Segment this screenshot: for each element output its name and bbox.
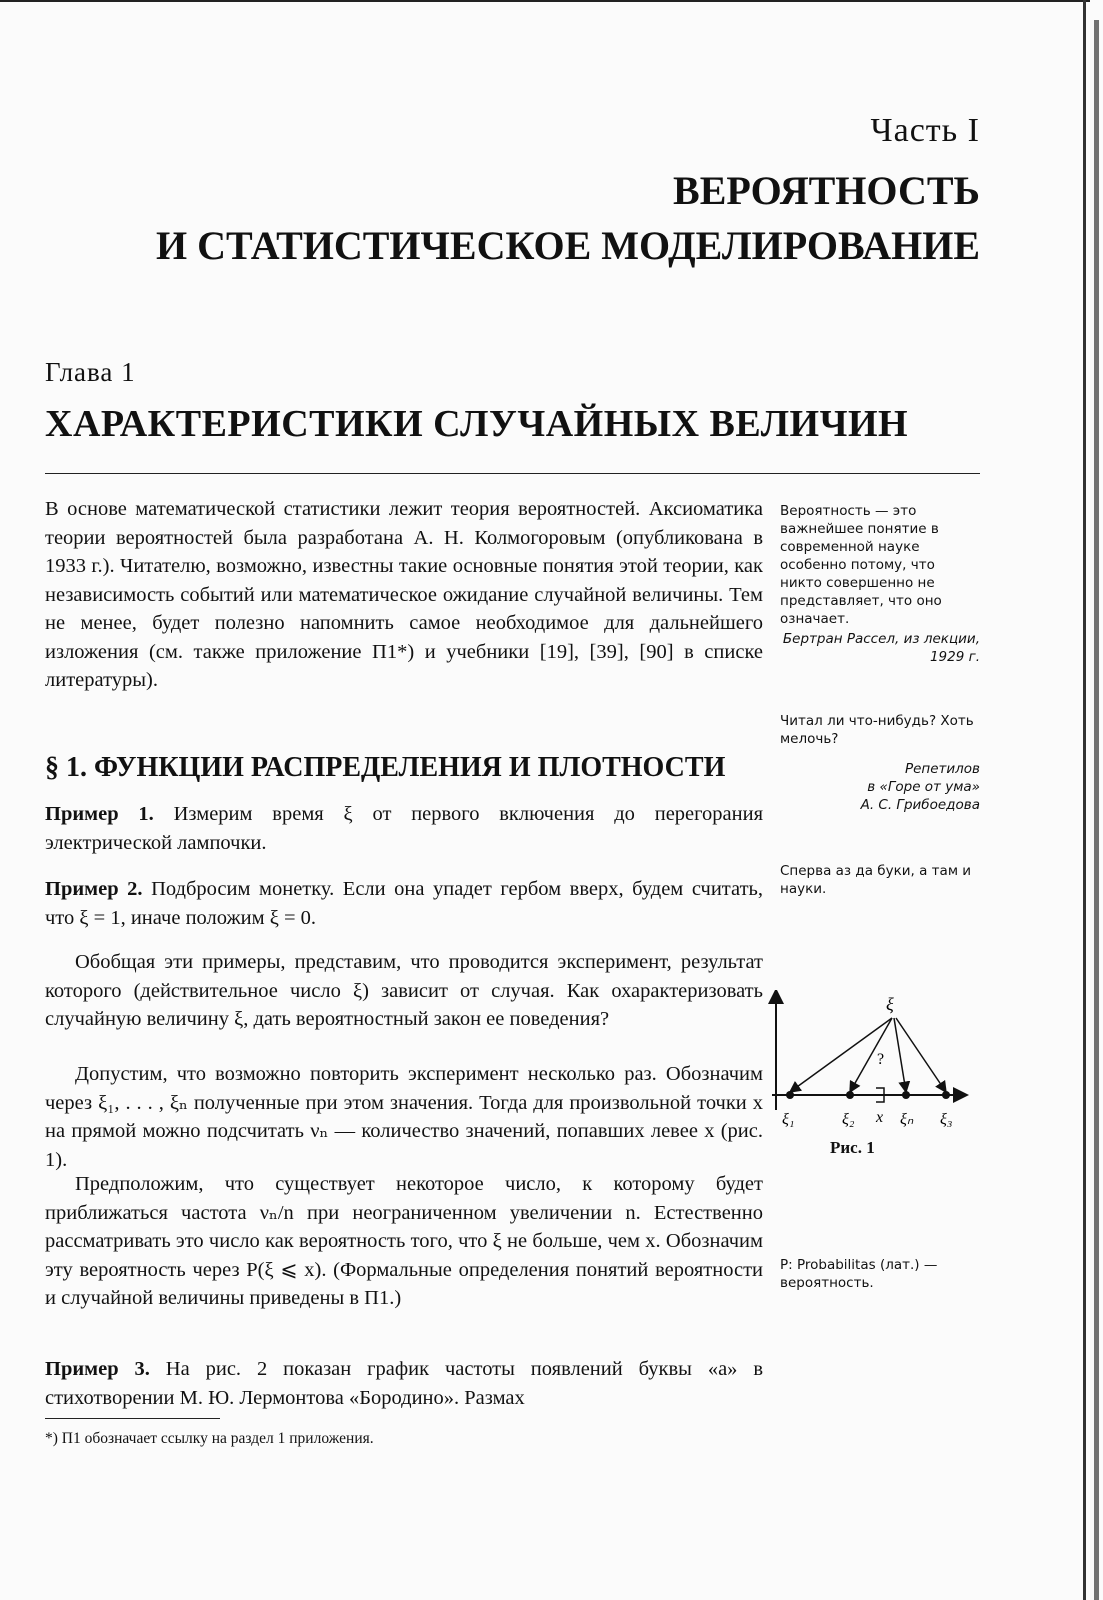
label-xi1: ξ₁ — [782, 1111, 795, 1128]
example-3 — [45, 1355, 763, 1412]
figure-1-diagram — [762, 990, 977, 1135]
section-title: § 1. ФУНКЦИИ РАСПРЕДЕЛЕНИЯ И ПЛОТНОСТИ — [45, 752, 726, 783]
footnote: *) П1 обозначает ссылку на раздел 1 приложения. — [45, 1430, 374, 1447]
figure-1-caption: Рис. 1 — [830, 1138, 875, 1157]
label-xin: ξₙ — [900, 1111, 914, 1128]
author-line-1: Репетилов — [904, 761, 980, 777]
chapter-title: ХАРАКТЕРИСТИКИ СЛУЧАЙНЫХ ВЕЛИЧИН — [45, 403, 909, 445]
example-2-label: Пример 2. — [45, 878, 143, 900]
question-mark: ? — [877, 1051, 885, 1068]
arrow-to-xi2 — [850, 1018, 892, 1092]
example-2-text: Подбросим монетку. Если она упадет гербом вверх, будем считать, что ξ = 1, иначе положим ξ = 0. — [45, 878, 763, 929]
point-xin — [902, 1091, 910, 1099]
scan-edge-right — [1083, 0, 1086, 1600]
label-xi3: ξ₃ — [940, 1111, 953, 1128]
author-line-2: в «Горе от ума» — [867, 779, 980, 795]
sidebar-proverb: Сперва аз да буки, а там и науки. — [780, 863, 972, 897]
part-heading: Часть I — [870, 112, 980, 149]
example-1-text: Измерим время ξ от первого включения до перегорания электрической лампочки. — [45, 803, 764, 854]
point-xi3 — [942, 1091, 950, 1099]
part-title — [156, 163, 980, 273]
footnote-rule — [45, 1418, 220, 1419]
chapter-rule — [45, 473, 980, 474]
scan-edge-top — [0, 0, 1090, 2]
author-line-3: А. С. Грибоедова — [860, 797, 980, 813]
point-xi2 — [846, 1091, 854, 1099]
example-2 — [45, 875, 763, 932]
example-3-label: Пример 3. — [45, 1358, 150, 1380]
part-title-line1: ВЕРОЯТНОСТЬ — [673, 168, 980, 213]
sidebar-quote-russell: Вероятность — это важнейшее понятие в современной науке особенно потому, что никто совершенно не представляет, что оно означает. — [780, 503, 942, 627]
scan-edge-right-outer — [1094, 20, 1099, 1600]
sidebar-quote-repetilov-author — [780, 760, 980, 814]
sidebar-quote-russell-author: Бертран Рассел, из лекции, 1929 г. — [782, 631, 980, 665]
example-1-label: Пример 1. — [45, 803, 154, 825]
paragraph-3: Предположим, что существует некоторое число, к которому будет приближаться частота νₙ/n при неограниченном увеличении n. Естественно рассматривать это число как вероятность того, что ξ не больше, чем x. Обозначим эту вероятность через P(ξ ⩽ x). (Формальные определения понятий вероятности и случайной величины приведены в П1.) — [45, 1173, 763, 1309]
sidebar-note-p: P: Probabilitas (лат.) — вероятность. — [780, 1257, 938, 1291]
part-title-line2: И СТАТИСТИЧЕСКОЕ МОДЕЛИРОВАНИЕ — [156, 223, 980, 268]
chapter-heading: Глава 1 — [45, 357, 136, 387]
paragraph-1: Обобщая эти примеры, представим, что проводится эксперимент, результат которого (действительное число ξ) зависит от случая. Как охарактеризовать случайную величину ξ, дать вероятностный закон ее поведения? — [45, 951, 763, 1030]
x-label: x — [876, 1109, 884, 1126]
example-1 — [45, 800, 763, 857]
point-xi1 — [786, 1091, 794, 1099]
intro-paragraph: В основе математической статистики лежит теория вероятностей. Аксиоматика теории вероятностей была разработана А. Н. Колмогоровым (опубликована в 1933 г.). Читателю, возможно, известны такие основные понятия этой теории, как независимость событий или математическое ожидание случайной величины. Тем не менее, будет полезно напомнить самое необходимое для дальнейшего изложения (см. также приложение П1*) и учебники [19], [39], [90] в списке литературы). — [45, 498, 763, 691]
label-xi2: ξ₂ — [842, 1111, 855, 1128]
example-3-text: На рис. 2 показан график частоты появлений буквы «а» в стихотворении М. Ю. Лермонтова «Бородино». Размах — [45, 1358, 763, 1409]
xi-label: ξ — [886, 994, 894, 1014]
sidebar-quote-repetilov: Читал ли что-нибудь? Хоть мелочь? — [780, 713, 974, 747]
paragraph-2: Допустим, что возможно повторить эксперимент несколько раз. Обозначим через ξ₁, . . . , ξₙ полученные при этом значения. Тогда для произвольной точки x на прямой можно подсчитать νₙ — количество значений, попавших левее x (рис. 1). — [45, 1063, 763, 1171]
